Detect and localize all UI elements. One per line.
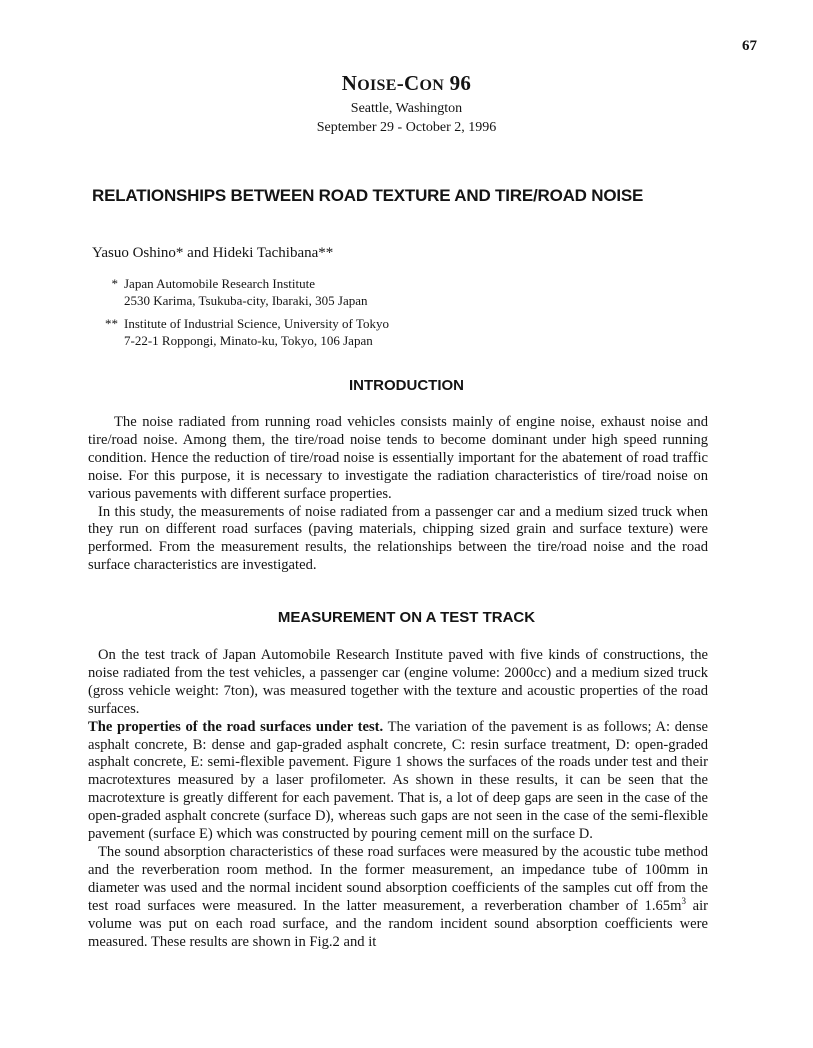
affiliation-institution: Institute of Industrial Science, University of Tokyo <box>124 316 389 331</box>
conference-year: 96 <box>444 71 472 95</box>
conference-dates: September 29 - October 2, 1996 <box>316 120 497 135</box>
introduction-paragraph-1: The noise radiated from running road vehicles consists mainly of engine noise, exhaust noise and tire/road noise. Among them, the tire/road noise tends to become dominant under high speed running condition. Hence the reduction of tire/road noise is essentially important for the abatement of road traffic noise. For this purpose, it is necessary to investigate the radiation characteristics of tire/road noise on various pavements with different surface properties. <box>88 414 708 502</box>
introduction-body <box>88 414 708 575</box>
conference-name-initial-1: N <box>341 71 358 95</box>
affiliation-2 <box>96 315 389 349</box>
measurement-paragraph-2 <box>88 719 708 844</box>
measurement-paragraph-2-text: The variation of the pavement is as follows; A: dense asphalt concrete, B: dense and gap-graded asphalt concrete, C: resin surface treatment, D: open-graded asphalt concrete, E: semi-flexible pavement. Figure 1 shows the surfaces of the roads under test and their macrotextures measured by a laser profilometer. As shown in these results, it can be seen that the macrotexture is greatly different for each pavement. That is, a lot of deep gaps are seen in the case of the open-graded asphalt concrete (surface D), whereas such gaps are not seen in the case of the semi-flexible pavement (surface E) which was constructed by pouring cement mill on the surface D. <box>88 718 708 843</box>
measurement-paragraph-1: On the test track of Japan Automobile Research Institute paved with five kinds of constructions, the noise radiated from the test vehicles, a passenger car (engine volume: 2000cc) and a medium sized truck (gross vehicle weight: 7ton), was measured together with the texture and acoustic properties of the road surfaces. <box>88 647 708 717</box>
measurement-paragraph-3-text-a: The sound absorption characteristics of these road surfaces were measured by the acoustic tube method and the reverberation room method. In the former measurement, an impedance tube of 100mm in diameter was used and the normal incident sound absorption coefficients of the samples cut off from the test road surfaces were measured. In the latter measurement, a reverberation chamber of 1.65m <box>88 843 708 914</box>
measurement-body <box>88 647 708 951</box>
introduction-paragraph-2: In this study, the measurements of noise radiated from a passenger car and a medium sized truck when they run on different road surfaces (paving materials, chipping sized grain and surface texture) were performed. From the measurement results, the relationships between the tire/road noise and the road surface characteristics are investigated. <box>88 503 708 574</box>
superscript: 3 <box>681 895 686 906</box>
measurement-paragraph-3 <box>88 844 708 951</box>
measurement-paragraph-3-text-b: air volume was put on each road surface, and the random incident sound absorption coefficients were measured. These results are shown in Fig.2 and it <box>88 897 708 950</box>
conference-header <box>0 70 813 137</box>
heading-introduction: INTRODUCTION <box>349 377 464 394</box>
conference-name-smallcaps-1: OISE <box>357 77 397 94</box>
conference-location: Seattle, Washington <box>350 101 463 116</box>
authors: Yasuo Oshino* and Hideki Tachibana** <box>92 245 334 261</box>
page-number: 67 <box>742 38 757 54</box>
paper-title: RELATIONSHIPS BETWEEN ROAD TEXTURE AND TIRE/ROAD NOISE <box>92 186 644 205</box>
affiliation-address: 7-22-1 Roppongi, Minato-ku, Tokyo, 106 Japan <box>124 333 373 348</box>
affiliation-mark: * <box>111 276 118 291</box>
runin-heading: The properties of the road surfaces under test. <box>88 718 384 735</box>
conference-name-sep: - <box>396 71 404 95</box>
affiliation-1 <box>96 275 368 309</box>
affiliation-address: 2530 Karima, Tsukuba-city, Ibaraki, 305 Japan <box>124 293 368 308</box>
conference-name-smallcaps-2: ON <box>419 77 445 94</box>
affiliation-institution: Japan Automobile Research Institute <box>124 276 315 291</box>
conference-name-initial-2: C <box>403 71 420 95</box>
heading-measurement: MEASUREMENT ON A TEST TRACK <box>277 609 536 626</box>
affiliation-mark: ** <box>105 316 118 331</box>
conference-name <box>0 70 813 99</box>
